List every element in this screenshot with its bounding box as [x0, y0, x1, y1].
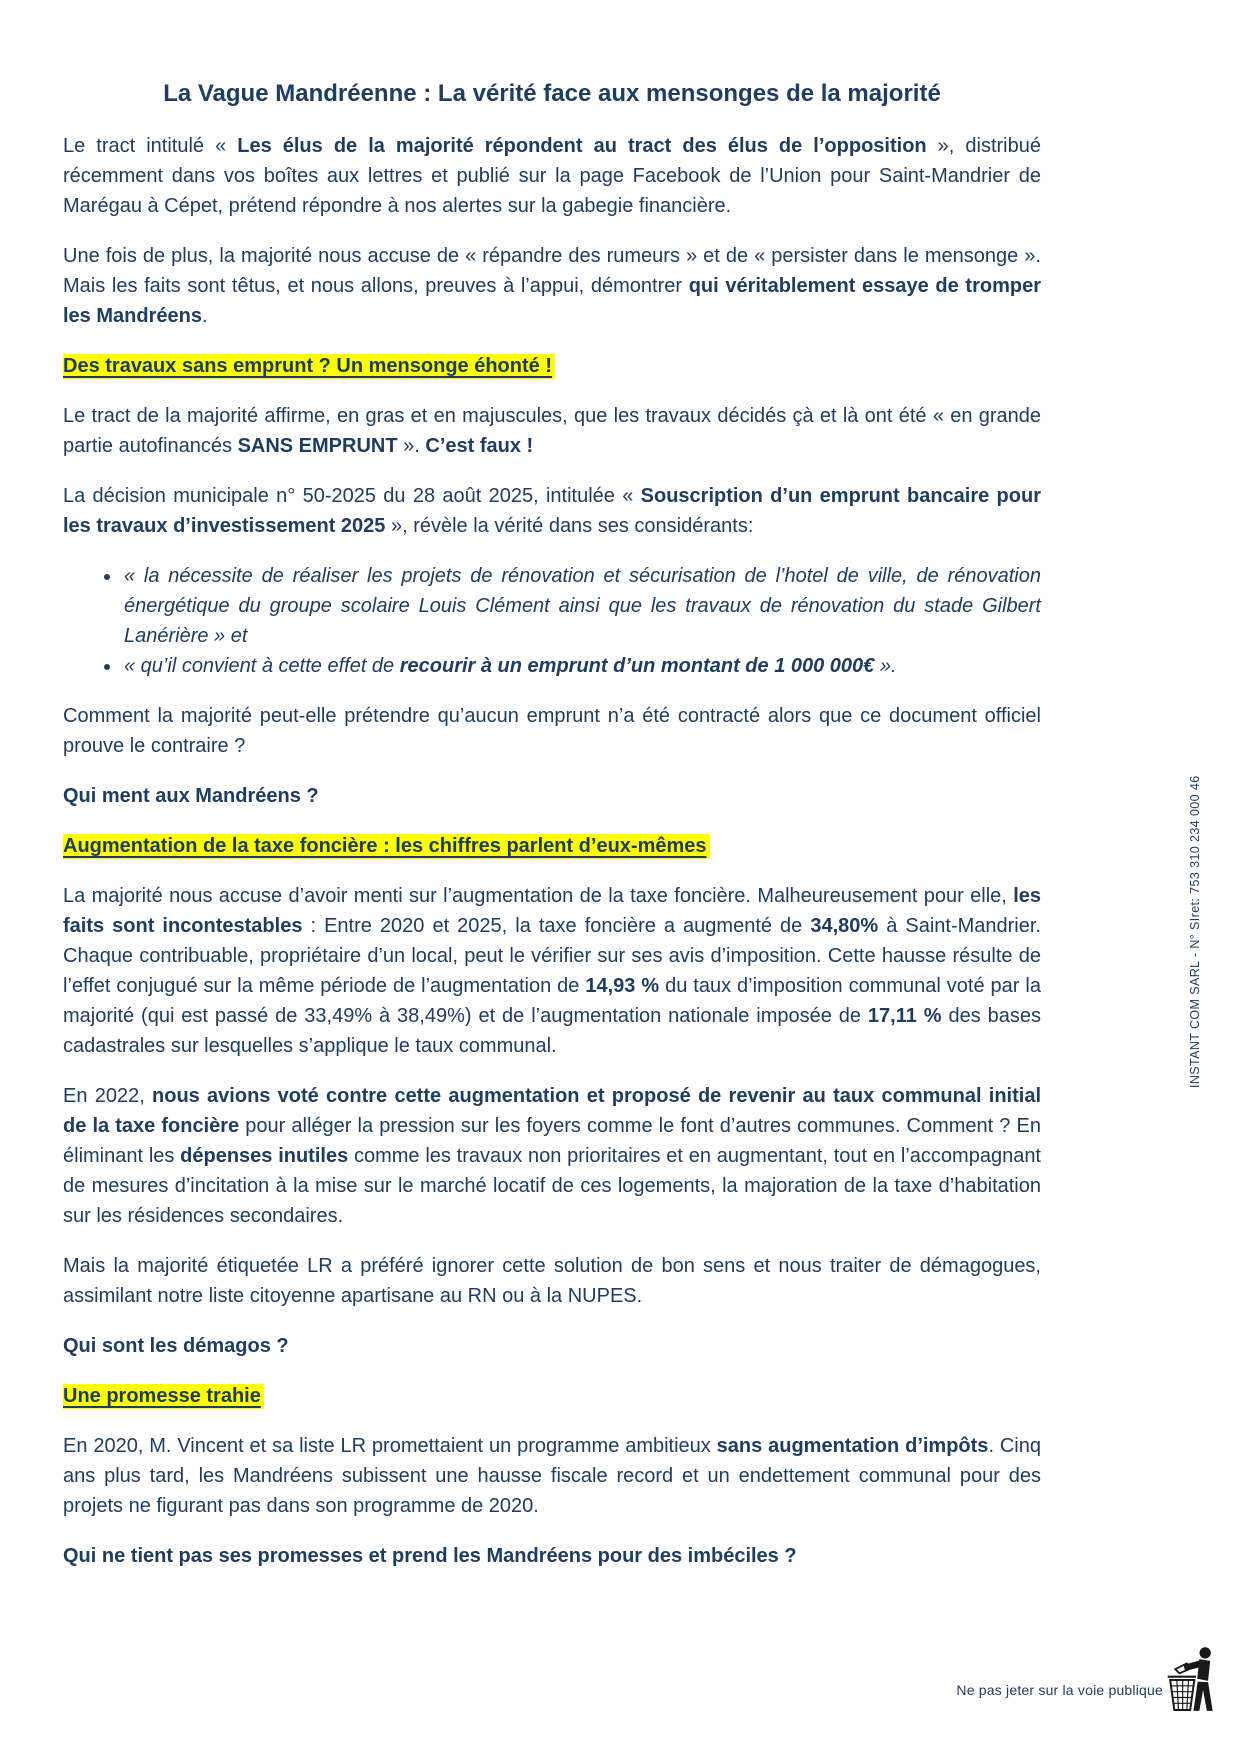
text-run: SANS EMPRUNT — [237, 435, 398, 457]
text-run: « qu’il convient à cette effet de — [124, 655, 400, 677]
paragraph — [63, 1081, 1041, 1231]
section-heading — [63, 1381, 1041, 1411]
text-run: Une fois de plus, la majorité nous accuse de « répandre des rumeurs » et de « persister dans le mensonge ». Mais les faits sont têtus, et nous allons, preuves à l’appui, démontrer — [63, 245, 1041, 297]
text-run: ». — [397, 435, 426, 457]
text-run: ». — [874, 655, 897, 677]
text-run: pour alléger la pression sur les foyers comme le font d’autres communes. Comment ? En éliminant les — [63, 1115, 1041, 1167]
bullet-list — [63, 561, 1041, 681]
text-run: Le tract de la majorité affirme, en gras et en majuscules, que les travaux décidés çà et là ont été « en grande partie autofinancés — [63, 405, 1041, 457]
text-run: les faits sont incontestables — [63, 885, 1041, 937]
text-run: 14,93 % — [585, 975, 660, 997]
text-run: des bases cadastrales sur lesquelles s’applique le taux communal. — [63, 1005, 1041, 1057]
section-heading — [63, 831, 1041, 861]
text-run: dépenses inutiles — [180, 1145, 349, 1167]
paragraph — [63, 131, 1041, 221]
document-blocks — [63, 131, 1041, 1571]
highlighted-heading-text — [63, 1384, 264, 1409]
text-run: Qui ment aux Mandréens ? — [63, 785, 319, 807]
text-run: nous avions voté contre cette augmentation et proposé de revenir au taux communal initial de la taxe foncière — [63, 1085, 1042, 1137]
text-run: recourir à un emprunt d’un montant de 1 000 000€ — [399, 655, 875, 677]
section-heading — [63, 1331, 1041, 1361]
highlighted-heading-text — [63, 354, 555, 379]
bullet-item — [122, 651, 1041, 681]
paragraph — [63, 1251, 1041, 1311]
text-run: à Saint-Mandrier. Chaque contribuable, propriétaire d’un local, peut le vérifier sur ses avis d’imposition. Cette hausse résulte de l’effet conjugué sur la même période de l’augmentation de — [63, 915, 1041, 997]
paragraph — [63, 481, 1041, 541]
text-run: Qui sont les démagos ? — [63, 1335, 289, 1357]
text-run: : Entre 2020 et 2025, la taxe foncière a augmenté de — [302, 915, 811, 937]
text-run: Le tract intitulé « — [63, 135, 238, 157]
bullet-item — [122, 561, 1041, 651]
text-run: sans augmentation d’impôts — [716, 1435, 989, 1457]
text-run: 17,11 % — [867, 1005, 942, 1027]
tidyman-icon — [1166, 1646, 1216, 1714]
text-run: du taux d’imposition communal voté par la majorité (qui est passé de 33,49% à 38,49%) et de l’augmentation nationale imposée de — [63, 975, 1041, 1027]
section-heading — [63, 1541, 1041, 1571]
text-run: . Cinq ans plus tard, les Mandréens subissent une hausse fiscale record et un endettement communal pour des projets ne figurant pas dans son programme de 2020. — [63, 1435, 1041, 1517]
text-run: En 2020, M. Vincent et sa liste LR promettaient un programme ambitieux — [63, 1435, 717, 1457]
paragraph — [63, 401, 1041, 461]
footer-notice: Ne pas jeter sur la voie publique — [956, 1682, 1163, 1698]
text-run: comme les travaux non prioritaires et en augmentant, tout en l’accompagnant de mesures d’incitation à la mise sur le marché locatif de ces logements, la majoration de la taxe d’habitation sur les résidences secondaires. — [63, 1145, 1041, 1227]
section-heading — [63, 781, 1041, 811]
text-run: C’est faux ! — [425, 435, 534, 457]
text-run: 34,80% — [810, 915, 879, 937]
text-run: », distribué récemment dans vos boîtes aux lettres et publié sur la page Facebook de l’Union pour Saint-Mandrier de Marégau à Cépet, prétend répondre à nos alertes sur la gabegie financière. — [63, 135, 1041, 217]
text-run: « la nécessite de réaliser les projets de rénovation et sécurisation de l’hotel de ville, de rénovation énergétique du groupe scolaire Louis Clément ainsi que les travaux de rénovation du stade Gilbert Lanérière » et — [124, 565, 1041, 647]
text-run: . — [201, 305, 208, 327]
text-run: Une promesse trahie — [63, 1385, 261, 1407]
document-page — [63, 78, 1041, 1591]
text-run: Les élus de la majorité répondent au tract des élus de l’opposition — [237, 135, 927, 157]
text-run: Mais la majorité étiquetée LR a préféré ignorer cette solution de bon sens et nous traiter de démagogues, assimilant notre liste citoyenne apartisane au RN ou à la NUPES. — [63, 1255, 1041, 1307]
text-run: qui véritablement essaye de tromper les Mandréens — [63, 275, 1041, 327]
highlighted-heading-text — [63, 834, 710, 859]
text-run: La décision municipale n° 50-2025 du 28 août 2025, intitulée « — [63, 485, 641, 507]
printer-imprint-vertical: INSTANT COM SARL - N° SIret: 753 310 234 000 46 — [1188, 775, 1202, 1088]
text-run: La majorité nous accuse d’avoir menti sur l’augmentation de la taxe foncière. Malheureusement pour elle, — [63, 885, 1014, 907]
paragraph — [63, 241, 1041, 331]
text-run: », révèle la vérité dans ses considérants: — [385, 515, 754, 537]
section-heading — [63, 351, 1041, 381]
paragraph — [63, 1431, 1041, 1521]
page-title: La Vague Mandréenne : La vérité face aux mensonges de la majorité — [163, 80, 941, 107]
paragraph — [63, 881, 1041, 1061]
text-run: Augmentation de la taxe foncière : les chiffres parlent d’eux-mêmes — [63, 835, 707, 857]
text-run: En 2022, — [63, 1085, 153, 1107]
text-run: Qui ne tient pas ses promesses et prend les Mandréens pour des imbéciles ? — [63, 1545, 797, 1567]
text-run: Des travaux sans emprunt ? Un mensonge éhonté ! — [63, 355, 552, 377]
paragraph — [63, 701, 1041, 761]
text-run: Comment la majorité peut-elle prétendre qu’aucun emprunt n’a été contracté alors que ce document officiel prouve le contraire ? — [63, 705, 1041, 757]
text-run: Souscription d’un emprunt bancaire pour les travaux d’investissement 2025 — [63, 485, 1041, 537]
